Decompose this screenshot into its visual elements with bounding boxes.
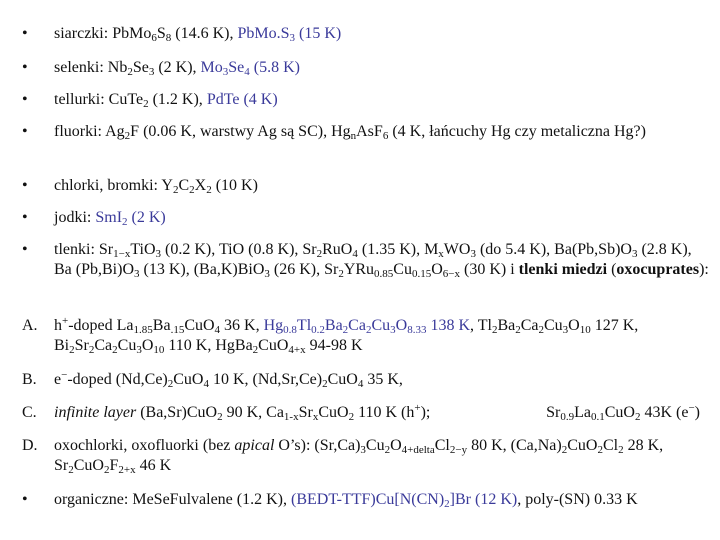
text-run: 4 <box>203 378 209 390</box>
item-text <box>54 370 712 390</box>
item-text <box>54 90 712 110</box>
text-run: Ba <box>152 317 171 334</box>
text-run: n <box>350 130 357 142</box>
text-run: 10 K, (Nd,Sr,Ce) <box>208 371 323 388</box>
text-run: jodki: <box>54 209 96 226</box>
text-run: CuO <box>318 404 349 421</box>
text-run: 2 <box>322 378 328 390</box>
text-run: (5.8 K) <box>249 59 300 76</box>
text-run: + <box>62 315 69 327</box>
list-item-organic <box>22 490 712 510</box>
list-item-sulfides <box>22 24 712 44</box>
bullet-marker: • <box>22 241 28 258</box>
letter-marker: D. <box>22 437 38 454</box>
text-run: 4 <box>214 324 221 336</box>
text-run: Ba <box>234 337 253 354</box>
text-run: Cl <box>602 437 619 454</box>
text-run: 2 <box>69 344 75 356</box>
text-run: tlenki miedzi <box>518 261 608 278</box>
text-run: oxochlorki, oxofluorki (bez <box>54 437 235 454</box>
text-run: 4+delta <box>401 444 435 456</box>
text-run: 2 <box>252 344 259 356</box>
text-run: Fulvalene (1.2 K), <box>169 491 291 508</box>
text-run: O <box>390 437 402 454</box>
text-run: 2 <box>122 216 128 228</box>
text-run: Ca <box>94 337 113 354</box>
item-text <box>54 122 712 142</box>
item-text <box>54 240 712 280</box>
list-item-e-doped <box>22 370 712 390</box>
text-run: 6 <box>382 130 389 142</box>
text-run: O <box>568 317 580 334</box>
text-run: F <box>373 123 383 140</box>
text-run: Cu <box>393 261 412 278</box>
text-run: ( <box>607 261 617 278</box>
text-run: 3 <box>134 268 140 280</box>
text-run: O <box>431 261 443 278</box>
text-run: Se <box>132 59 149 76</box>
item-text <box>54 490 712 510</box>
letter-marker: B. <box>22 371 37 388</box>
list-item-selenides <box>22 58 712 78</box>
text-run: 2 <box>124 130 131 142</box>
text-run: − <box>61 369 68 381</box>
text-run: 2 <box>561 444 568 456</box>
text-run: SmI <box>95 209 123 226</box>
list-item-tellurides <box>22 90 712 110</box>
text-run: 2 <box>618 444 624 456</box>
text-run: Mo <box>200 59 223 76</box>
text-run: 2+x <box>118 464 136 476</box>
text-run: 3 <box>148 66 155 78</box>
text-run: .15 <box>170 324 185 336</box>
text-run: Hg <box>263 317 284 334</box>
text-run: 3 <box>562 324 569 336</box>
text-run: 3 <box>155 248 162 260</box>
text-run: . <box>276 25 281 42</box>
text-run: 8.33 <box>407 324 427 336</box>
text-run: , poly-(SN) 0.33 K <box>517 491 638 508</box>
text-run: 2 <box>597 444 603 456</box>
text-run: O’s): (Sr,Ca) <box>274 437 361 454</box>
text-run: 3 <box>136 344 142 356</box>
text-run: La <box>574 404 591 421</box>
list-item-oxochlorides <box>22 436 712 476</box>
text-run: Cl <box>434 437 450 454</box>
text-run: 2 <box>338 268 344 280</box>
text-run: (2 K), <box>154 59 201 76</box>
text-run: 10 <box>153 344 165 356</box>
text-run: CuO <box>173 371 204 388</box>
text-run: 2 <box>348 411 355 423</box>
text-run: 4 <box>352 248 358 260</box>
text-run: Ca <box>520 317 539 334</box>
text-run: Cu <box>371 317 391 334</box>
text-run: CuO <box>327 371 358 388</box>
bullet-marker: • <box>22 123 28 140</box>
text-run: 0.2 <box>311 324 325 336</box>
bullet-marker: • <box>22 491 28 508</box>
text-run: CuO <box>258 337 289 354</box>
text-run: (14.6 K), <box>171 25 238 42</box>
text-run: e <box>54 371 62 388</box>
text-run: 2 <box>384 444 391 456</box>
text-run: 46 K <box>135 457 172 474</box>
item-text <box>54 403 712 423</box>
text-run: 2−y <box>449 444 468 456</box>
text-run: infinite layer <box>54 404 137 421</box>
list-item-fluorides <box>22 122 712 142</box>
text-run: fluorki: Ag <box>54 123 125 140</box>
text-run: 3 <box>390 324 396 336</box>
letter-marker: C. <box>22 404 37 421</box>
item-text <box>54 24 712 44</box>
text-run: (1.2 K), <box>148 91 207 108</box>
list-item-oxides <box>22 240 712 280</box>
list-item-chlorides-bromides <box>22 176 712 196</box>
item-text <box>54 58 712 78</box>
text-run: Te <box>127 91 144 108</box>
text-run: (0.2 K), TiO (0.8 K), Sr <box>161 241 317 258</box>
text-run: (15 K) <box>295 25 342 42</box>
text-run: 28 K, Sr <box>54 437 664 474</box>
text-run: YRu <box>343 261 375 278</box>
text-run: (26 K), Sr <box>269 261 339 278</box>
text-run: Mo <box>129 25 152 42</box>
text-run: As <box>356 123 374 140</box>
text-run: 2 <box>143 98 149 110</box>
text-run: 94-98 K <box>305 337 363 354</box>
text-run: (30 K) i <box>460 261 519 278</box>
text-run: F <box>109 457 119 474</box>
bullet-marker: • <box>22 59 28 76</box>
text-run: tlenki: Sr <box>54 241 114 258</box>
text-run: 4 <box>244 66 250 78</box>
text-run: selenki: Nb <box>54 59 128 76</box>
item-text-right <box>546 403 700 423</box>
text-run: , Tl <box>470 317 492 334</box>
text-run: chlorki, bromki: Y <box>54 177 173 194</box>
text-run: h <box>54 317 62 334</box>
text-run: 2 <box>217 411 223 423</box>
list-item-infinite-layer <box>22 403 712 423</box>
text-run: 3 <box>360 444 366 456</box>
text-run: (13 K), (Ba,K)BiO <box>139 261 265 278</box>
text-run: + <box>414 402 421 414</box>
text-run: 6 <box>151 32 157 44</box>
text-run: (2 K) <box>127 209 166 226</box>
bullet-marker: • <box>22 209 28 226</box>
text-run: 0.8 <box>283 324 297 336</box>
text-run: 2 <box>342 324 349 336</box>
text-run: CuO <box>73 457 104 474</box>
text-run: 2 <box>316 248 323 260</box>
text-run: 2 <box>634 411 641 423</box>
text-run: apical <box>234 437 275 454</box>
text-run: S <box>156 25 166 42</box>
text-run: 2 <box>127 66 133 78</box>
text-run: 35 K, <box>363 371 403 388</box>
text-run: CuO <box>567 437 598 454</box>
item-text <box>54 316 712 356</box>
text-run: 3 <box>264 268 270 280</box>
text-run: 0.9 <box>560 411 575 423</box>
item-text <box>54 176 712 196</box>
text-run: WO <box>443 241 471 258</box>
text-run: x <box>438 248 444 260</box>
text-run: oxocuprates <box>616 261 700 278</box>
text-run: C <box>178 177 190 194</box>
text-run: (BEDT-TTF)Cu[N(CN) <box>290 491 445 508</box>
text-run: PdTe (4 K) <box>206 91 278 108</box>
text-run: -doped (Nd,Ce) <box>67 371 168 388</box>
list-item-h-doped <box>22 316 712 356</box>
text-run: 3 <box>470 248 476 260</box>
text-run: siarczki: Pb <box>54 25 130 42</box>
text-run: 138 K <box>426 317 470 334</box>
text-run: 3 <box>222 66 229 78</box>
text-run: O <box>395 317 408 334</box>
text-run: (1.35 K), M <box>357 241 439 258</box>
text-run: Ba <box>324 317 343 334</box>
text-run: 127 K, Bi <box>54 317 639 354</box>
bullet-marker: • <box>22 25 28 42</box>
text-run: 2 <box>189 184 195 196</box>
text-run: ) <box>694 404 700 421</box>
text-run: TiO <box>130 241 156 258</box>
text-run: Sr <box>74 337 89 354</box>
text-run: 2 <box>88 344 95 356</box>
text-run: Mo <box>254 25 277 42</box>
text-run: organiczne: Me <box>54 491 154 508</box>
text-run: Se <box>228 59 245 76</box>
text-run: RuO <box>322 241 353 258</box>
text-run: Tl <box>296 317 312 334</box>
text-run: ]Br (12 K) <box>449 491 518 508</box>
item-text <box>54 436 712 476</box>
text-run: 4 <box>357 378 364 390</box>
text-run: 2 <box>538 324 544 336</box>
bullet-marker: • <box>22 91 28 108</box>
text-run: 2 <box>206 184 212 196</box>
bullet-marker: • <box>22 177 28 194</box>
text-run: CuO <box>184 317 215 334</box>
text-run: Cu <box>544 317 563 334</box>
text-run: CuO <box>604 404 635 421</box>
text-run: 110 K (h <box>354 404 415 421</box>
text-run: 80 K, (Ca,Na) <box>467 437 562 454</box>
text-run: Ca <box>348 317 366 334</box>
text-run: 1−x <box>113 248 131 260</box>
text-run: S <box>280 25 290 42</box>
text-run: 0.15 <box>411 268 432 280</box>
text-run: 2 <box>172 184 179 196</box>
text-run: Pb <box>237 25 255 42</box>
text-run: tellurki: Cu <box>54 91 128 108</box>
text-run: 10 <box>579 324 591 336</box>
text-run: Ba <box>497 317 516 334</box>
text-run: (10 K) <box>211 177 258 194</box>
letter-marker: A. <box>22 317 38 334</box>
text-run: 43K (e <box>640 404 689 421</box>
text-run: 2 <box>112 344 118 356</box>
text-run: 90 K, Ca <box>222 404 284 421</box>
text-run: 0.1 <box>590 411 605 423</box>
text-run: Sr <box>298 404 313 421</box>
text-run: 2 <box>444 498 450 510</box>
text-run: 3 <box>289 32 295 44</box>
text-run: Cu <box>365 437 385 454</box>
text-run: 2 <box>167 378 174 390</box>
text-run: Se <box>153 491 170 508</box>
text-run: (2.8 K), Ba (Pb,Bi)O <box>54 241 692 278</box>
text-run: 110 K, Hg <box>164 337 235 354</box>
text-run: 2 <box>515 324 521 336</box>
text-run: 0.85 <box>374 268 394 280</box>
text-run: 2 <box>365 324 372 336</box>
text-run: F (0.06 K, warstwy Ag są SC), Hg <box>130 123 351 140</box>
text-run: (Ba,Sr)CuO <box>136 404 218 421</box>
text-run: ); <box>420 404 431 421</box>
text-run: X <box>194 177 207 194</box>
text-run: 1.85 <box>133 324 153 336</box>
text-run: O <box>141 337 154 354</box>
text-run: 36 K, <box>220 317 264 334</box>
text-run: ): <box>699 261 709 278</box>
text-run: (do 5.4 K), Ba(Pb,Sb)O <box>475 241 632 258</box>
text-run: 8 <box>165 32 172 44</box>
text-run: 2 <box>103 464 110 476</box>
text-run: -doped La <box>68 317 134 334</box>
text-run: 3 <box>631 248 638 260</box>
text-run: Sr <box>546 404 561 421</box>
text-run: 6−x <box>442 268 460 280</box>
text-run: 2 <box>491 324 498 336</box>
text-run: − <box>688 402 695 414</box>
text-run: x <box>312 411 319 423</box>
text-run: (4 K, łańcuchy Hg czy metaliczna Hg?) <box>388 123 646 140</box>
text-run: 1-x <box>283 411 299 423</box>
item-text <box>54 208 712 228</box>
text-run: 2 <box>68 464 74 476</box>
text-run: 4+x <box>288 344 306 356</box>
text-run: Cu <box>117 337 137 354</box>
list-item-iodides <box>22 208 712 228</box>
